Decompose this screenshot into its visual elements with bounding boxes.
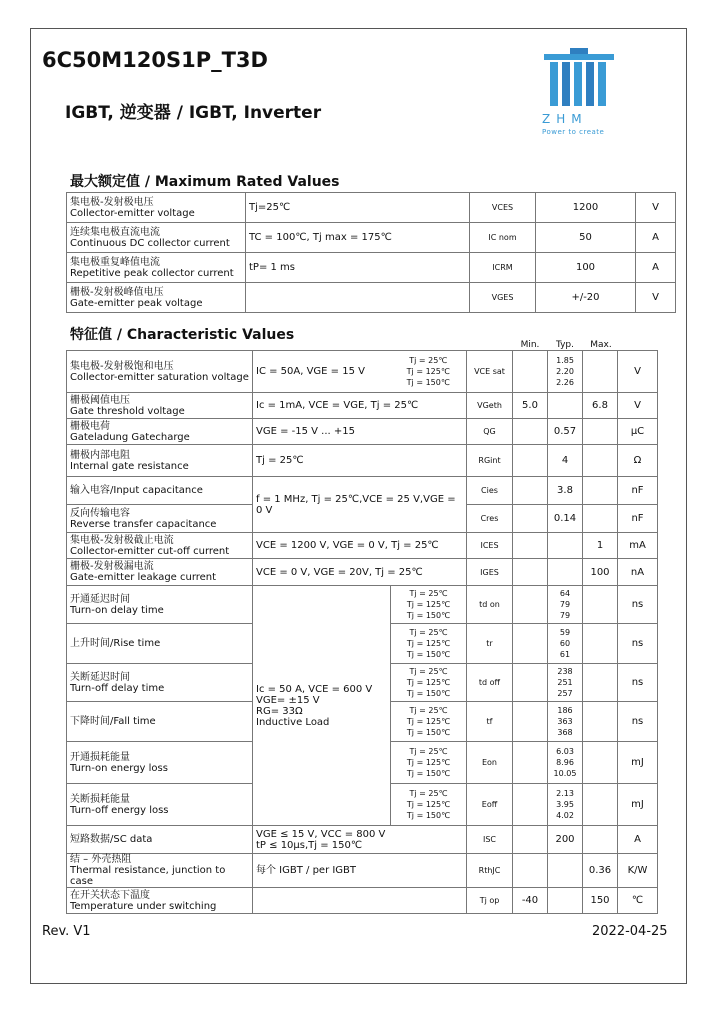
table-row: [67, 393, 658, 419]
param-zh: 集电极-发射极电压: [70, 196, 154, 208]
condition: Tj = 25℃: [253, 445, 467, 477]
table-row: [67, 193, 676, 223]
param-en: Temperature under switching: [70, 900, 217, 912]
revision: Rev. V1: [42, 924, 91, 939]
typ-value: 368: [557, 728, 573, 737]
tj-25: Tj = 25℃: [409, 667, 448, 676]
symbol: RGint: [467, 445, 513, 477]
param-zh: 集电极-发射极截止电流: [70, 534, 174, 546]
min-value: 5.0: [513, 393, 548, 419]
tj-25: Tj = 25℃: [409, 628, 448, 637]
col-header-typ: Typ.: [556, 340, 574, 350]
symbol: VGeth: [467, 393, 513, 419]
typ-value: 200: [548, 826, 583, 854]
typ-value: 4.02: [556, 811, 574, 820]
tj-25: Tj = 25℃: [409, 589, 448, 598]
typ-value: 251: [557, 678, 573, 687]
param-en: Gateladung Gatecharge: [70, 431, 190, 443]
param-en: Turn-on energy loss: [70, 762, 168, 774]
symbol: ICES: [467, 533, 513, 559]
value: 50: [536, 223, 636, 253]
tj-25: Tj = 25℃: [409, 706, 448, 715]
symbol: Eon: [467, 742, 513, 784]
col-header-max: Max.: [590, 340, 612, 350]
tj-25: Tj = 25℃: [409, 747, 448, 756]
date: 2022-04-25: [592, 924, 668, 939]
table-row: [67, 826, 658, 854]
typ-value: 0.57: [548, 419, 583, 445]
param-en: Collector-emitter saturation voltage: [70, 371, 249, 383]
symbol: Tj op: [467, 888, 513, 914]
switching-conditions: [253, 586, 391, 826]
unit: ns: [618, 624, 658, 664]
param-zh: 结 – 外壳热阻: [70, 854, 132, 865]
condition: tP= 1 ms: [246, 253, 470, 283]
typ-value: 79: [559, 600, 571, 609]
switch-cond-line: Ic = 50 A, VCE = 600 V: [256, 683, 373, 695]
param-zh: 下降时间/Fall time: [67, 702, 253, 742]
symbol: Cres: [467, 505, 513, 533]
typ-value: 0.14: [548, 505, 583, 533]
param-en: Gate threshold voltage: [70, 405, 185, 417]
switch-cond-line: RG= 33Ω: [256, 705, 303, 717]
tj-25: Tj = 25℃: [409, 789, 448, 798]
unit: nF: [618, 505, 658, 533]
symbol: VGES: [470, 283, 536, 313]
unit: nF: [618, 477, 658, 505]
param-en: Internal gate resistance: [70, 460, 189, 472]
subtitle: IGBT, 逆变器 / IGBT, Inverter: [65, 103, 322, 123]
param-zh: 开通损耗能量: [70, 751, 130, 763]
table-row: [67, 533, 658, 559]
symbol: ICRM: [470, 253, 536, 283]
characteristic-table: [66, 350, 658, 914]
param-zh: 栅极-发射极漏电流: [70, 561, 154, 572]
param-en: Reverse transfer capacitance: [70, 518, 217, 530]
symbol: QG: [467, 419, 513, 445]
param-en: Turn-off energy loss: [70, 804, 169, 816]
unit: ns: [618, 664, 658, 702]
param-zh: 栅极阈值电压: [70, 394, 130, 406]
param-zh: 反向传输电容: [70, 507, 130, 519]
symbol: IC nom: [470, 223, 536, 253]
unit: nA: [618, 559, 658, 586]
param-zh: 连续集电极直流电流: [70, 226, 160, 238]
section-characteristic: 特征值 / Characteristic Values: [70, 327, 295, 343]
param-zh: 集电极重复峰值电流: [70, 256, 160, 268]
logo-mark-icon: [544, 48, 614, 108]
max-value: 6.8: [583, 393, 618, 419]
tj-125: Tj = 125℃: [406, 600, 451, 609]
param-zh: 关断损耗能量: [70, 793, 130, 805]
condition: f = 1 MHz, Tj = 25℃,VCE = 25 V,VGE = 0 V: [253, 477, 467, 533]
table-row: [67, 888, 658, 914]
tj-25: Tj = 25℃: [409, 356, 448, 365]
typ-value: 4: [548, 445, 583, 477]
table-row: [67, 586, 658, 624]
condition: VGE ≤ 15 V, VCC = 800 V: [256, 828, 386, 840]
table-row: [67, 351, 658, 393]
part-number: 6C50M120S1P_T3D: [42, 48, 268, 72]
typ-value: 10.05: [553, 769, 577, 778]
max-value: 100: [583, 559, 618, 586]
param-zh: 在开关状态下温度: [70, 889, 150, 901]
symbol: Eoff: [467, 784, 513, 826]
unit: A: [636, 253, 676, 283]
max-value: 1: [583, 533, 618, 559]
value: +/-20: [536, 283, 636, 313]
tj-125: Tj = 125℃: [406, 800, 451, 809]
tj-150: Tj = 150℃: [406, 650, 451, 659]
switch-cond-line: VGE= ±15 V: [256, 694, 320, 706]
symbol: tf: [467, 702, 513, 742]
unit: mA: [618, 533, 658, 559]
condition: IC = 50A, VGE = 15 V: [253, 351, 391, 393]
typ-value: 2.13: [556, 789, 574, 798]
typ-value: 3.8: [548, 477, 583, 505]
symbol: ISC: [467, 826, 513, 854]
condition: VCE = 0 V, VGE = 20V, Tj = 25℃: [253, 559, 467, 586]
condition: TC = 100℃, Tj max = 175℃: [246, 223, 470, 253]
condition: tP ≤ 10μs,Tj = 150℃: [256, 839, 363, 851]
max-value: 0.36: [583, 854, 618, 888]
symbol: td on: [467, 586, 513, 624]
condition: Ic = 1mA, VCE = VGE, Tj = 25℃: [253, 393, 467, 419]
param-zh: 短路数据/SC data: [67, 826, 253, 854]
typ-value: 79: [559, 611, 571, 620]
tj-125: Tj = 125℃: [406, 717, 451, 726]
symbol: RthJC: [467, 854, 513, 888]
symbol: td off: [467, 664, 513, 702]
tj-150: Tj = 150℃: [406, 769, 451, 778]
typ-value: 64: [559, 589, 571, 598]
table-row: [67, 223, 676, 253]
param-zh: 关断延迟时间: [70, 671, 130, 683]
param-zh: 集电极-发射极饱和电压: [70, 360, 174, 372]
param-en: Turn-on delay time: [70, 604, 164, 616]
param-zh: 开通延迟时间: [70, 593, 130, 605]
unit: V: [636, 283, 676, 313]
tj-150: Tj = 150℃: [406, 728, 451, 737]
unit: K/W: [618, 854, 658, 888]
condition: 每个 IGBT / per IGBT: [253, 854, 467, 888]
min-value: -40: [513, 888, 548, 914]
typ-value: 238: [557, 667, 573, 676]
logo-letters: ZHM: [542, 112, 588, 126]
param-en: Collector-emitter cut-off current: [70, 545, 230, 557]
tj-150: Tj = 150℃: [406, 811, 451, 820]
tj-125: Tj = 125℃: [406, 639, 451, 648]
condition: [246, 283, 470, 313]
value: 1200: [536, 193, 636, 223]
typ-value: 60: [559, 639, 571, 648]
typ-value: 59: [559, 628, 571, 637]
value: 100: [536, 253, 636, 283]
unit: V: [618, 393, 658, 419]
zhm-logo: [540, 48, 640, 140]
table-row: [67, 419, 658, 445]
param-zh: 上升时间/Rise time: [67, 624, 253, 664]
tj-150: Tj = 150℃: [406, 378, 450, 387]
typ-value: 186: [557, 706, 573, 715]
unit: ℃: [618, 888, 658, 914]
typ-value: 8.96: [556, 758, 574, 767]
tj-125: Tj = 125℃: [406, 367, 450, 376]
symbol: Cies: [467, 477, 513, 505]
param-zh: 栅极-发射极峰值电压: [70, 286, 164, 298]
symbol: IGES: [467, 559, 513, 586]
param-en: Gate-emitter peak voltage: [70, 297, 203, 309]
unit: Ω: [618, 445, 658, 477]
unit: μC: [618, 419, 658, 445]
tj-150: Tj = 150℃: [406, 611, 451, 620]
unit: mJ: [618, 784, 658, 826]
table-row: [67, 283, 676, 313]
param-zh: 输入电容/Input capacitance: [67, 477, 253, 505]
typ-value: 61: [559, 650, 571, 659]
typ-value: 2.26: [556, 378, 574, 387]
unit: V: [636, 193, 676, 223]
condition: VCE = 1200 V, VGE = 0 V, Tj = 25℃: [253, 533, 467, 559]
logo-tagline: Power to create: [542, 128, 605, 136]
typ-value: 2.20: [556, 367, 574, 376]
param-en: Collector-emitter voltage: [70, 207, 195, 219]
param-en: Turn-off delay time: [70, 682, 165, 694]
unit: A: [618, 826, 658, 854]
table-row: [67, 854, 658, 888]
switch-cond-line: Inductive Load: [256, 716, 330, 728]
param-en: Repetitive peak collector current: [70, 267, 234, 279]
typ-value: 257: [557, 689, 573, 698]
col-header-min: Min.: [520, 340, 540, 350]
tj-125: Tj = 125℃: [406, 758, 451, 767]
max-value: 150: [583, 888, 618, 914]
typ-value: 1.85: [556, 356, 574, 365]
symbol: VCE sat: [467, 351, 513, 393]
param-en: Gate-emitter leakage current: [70, 572, 217, 583]
unit: A: [636, 223, 676, 253]
typ-value: 6.03: [556, 747, 574, 756]
table-row: [67, 253, 676, 283]
symbol: tr: [467, 624, 513, 664]
param-zh: 栅极内部电阻: [70, 449, 130, 461]
max-rated-table: [66, 192, 676, 313]
unit: mJ: [618, 742, 658, 784]
tj-125: Tj = 125℃: [406, 678, 451, 687]
condition: Tj=25℃: [246, 193, 470, 223]
condition: VGE = -15 V ... +15: [253, 419, 467, 445]
param-en: Thermal resistance, junction to case: [70, 865, 226, 887]
section-max-rated: 最大额定值 / Maximum Rated Values: [70, 174, 340, 190]
unit: ns: [618, 702, 658, 742]
symbol: VCES: [470, 193, 536, 223]
table-row: [67, 559, 658, 586]
param-en: Continuous DC collector current: [70, 237, 230, 249]
param-zh: 栅极电荷: [70, 420, 110, 432]
tj-150: Tj = 150℃: [406, 689, 451, 698]
table-row: [67, 445, 658, 477]
unit: V: [618, 351, 658, 393]
typ-value: 363: [557, 717, 573, 726]
typ-value: 3.95: [556, 800, 574, 809]
table-row: [67, 477, 658, 505]
unit: ns: [618, 586, 658, 624]
